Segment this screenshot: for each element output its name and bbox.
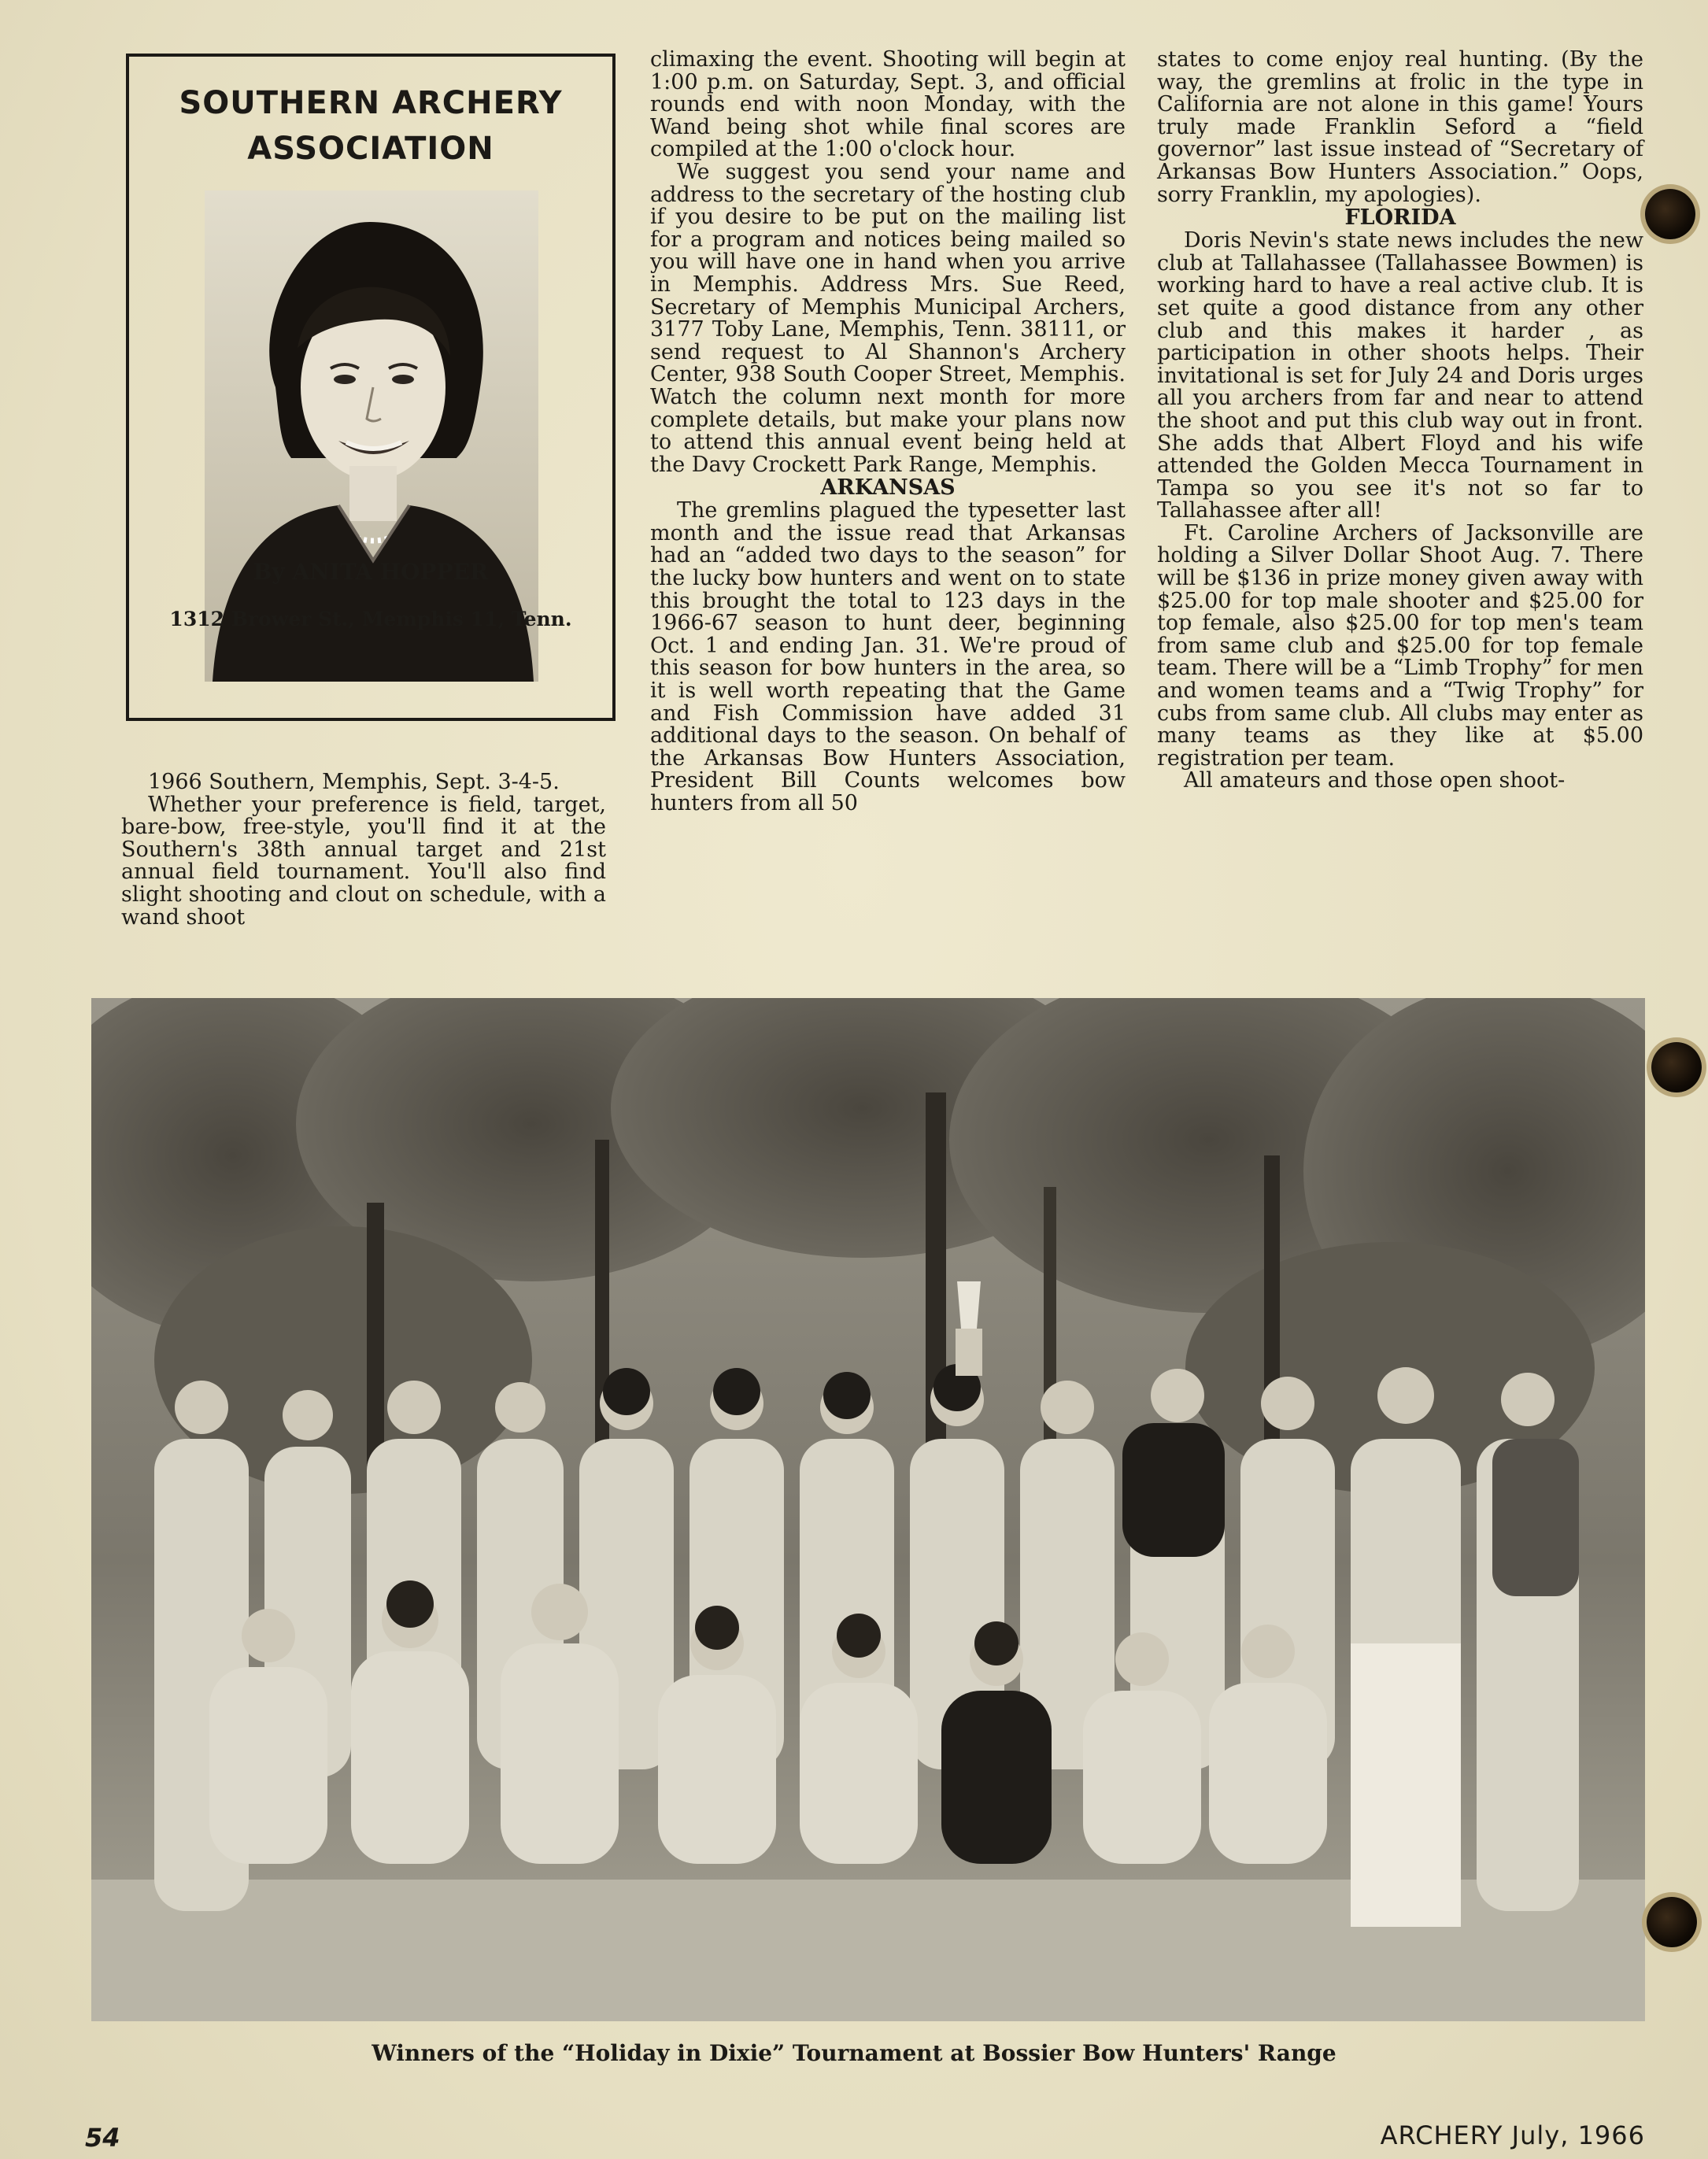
section-heading-florida: FLORIDA — [1344, 205, 1456, 231]
author-address: 1312 Brower St., Memphis 11, Tenn. — [169, 608, 572, 630]
paragraph-amateurs: All amateurs and those open shoot- — [1184, 768, 1566, 793]
binder-hole-middle — [1651, 1042, 1702, 1092]
column-title-line-1: SOUTHERN ARCHERY — [179, 85, 563, 121]
article-column-2 — [650, 49, 1126, 815]
paragraph-bow-hunters-welcome: states to come enjoy real hunting. (By the way, the gremlins at frolic in the type in California are not alone in this game! Yours truly made Franklin Seford a “field governor” last issue instead of “Secretary of Arkansas Bow Hunters Association.” Oops, sorry Franklin, my apologies). — [1157, 47, 1643, 207]
article-column-1 — [121, 771, 606, 929]
paragraph-shooting-schedule: climaxing the event. Shooting will begin at 1:00 p.m. on Saturday, Sept. 3, and official rounds end with noon Monday, with the Wand being shot while final scores are compiled at the 1:00 o'clock hour. — [650, 47, 1126, 162]
paragraph-tournament-intro: Whether your preference is field, target, bare-bow, free-style, you'll find it at the Southern's 38th annual target and 21st annual field tournament. You'll also find slight shooting and clout on schedule, with a wand shoot — [121, 792, 606, 930]
paragraph-tallahassee-club: Doris Nevin's state news includes the new club at Tallahassee (Tallahassee Bowmen) is working hard to have a real active club. It is set quite a good distance from any other club and this makes it harder , as participation in other shoots helps. Their invitational is set for July 24 and Doris urges all you archers from far and near to attend the shoot and put this club way out in front. She adds that Albert Floyd and his wife attended the Golden Mecca Tournament in Tampa so you see it's not so far to Tallahassee after all! — [1157, 228, 1643, 523]
tournament-winners-photo — [91, 998, 1645, 2021]
column-title-line-2: ASSOCIATION — [247, 131, 494, 167]
section-heading-arkansas: ARKANSAS — [820, 475, 956, 501]
page-number: 54 — [85, 2123, 120, 2153]
photo-caption: Winners of the “Holiday in Dixie” Tournament at Bossier Bow Hunters' Range — [372, 2040, 1336, 2066]
author-byline: By ANITA HOPPER — [253, 559, 489, 585]
binder-hole-bottom — [1647, 1897, 1697, 1947]
publication-footer: ARCHERY July, 1966 — [1380, 2120, 1645, 2150]
column-header-box — [126, 54, 616, 721]
paragraph-mailing-list: We suggest you send your name and address to the secretary of the hosting club if you desire to be put on the mailing list for a program and notices being mailed so you will have one in hand when you arrive in Memphis. Address Mrs. Sue Reed, Secretary of Memphis Municipal Archers, 3177 Toby Lane, Memphis, Tenn. 38111, or send request to Al Shannon's Archery Center, 938 South Cooper Street, Memphis. Watch the column next month for more complete details, but make your plans now to attend this annual event being held at the Davy Crockett Park Range, Memphis. — [650, 159, 1126, 477]
paragraph-arkansas-season: The gremlins plagued the typesetter last month and the issue read that Arkansas had an “added two days to the season” for the lucky bow hunters and went on to state this brought the total to 123 days in the 1966-67 season to hunt deer, beginning Oct. 1 and ending Jan. 31. We're proud of this season for bow hunters in the area, so it is well worth repeating that the Game and Fish Commission have added 31 additional days to the season. On behalf of the Arkansas Bow Hunters Association, President Bill Counts welcomes bow hunters from all 50 — [650, 498, 1126, 815]
article-column-3 — [1157, 49, 1643, 793]
binder-hole-top — [1645, 189, 1695, 239]
paragraph-event-date: 1966 Southern, Memphis, Sept. 3-4-5. — [148, 770, 560, 794]
paragraph-silver-dollar-shoot: Ft. Caroline Archers of Jacksonville are holding a Silver Dollar Shoot Aug. 7. There will be $136 in prize money given away with $25.00 for top male shooter and $25.00 for top female, also $25.00 for top men's team from same club and $25.00 for top female team. There will be a “Limb Trophy” for men and women teams and a “Twig Trophy” for cubs from same club. All clubs may enter as many teams as they like at $5.00 registration per team. — [1157, 520, 1643, 771]
column-title — [129, 80, 612, 172]
